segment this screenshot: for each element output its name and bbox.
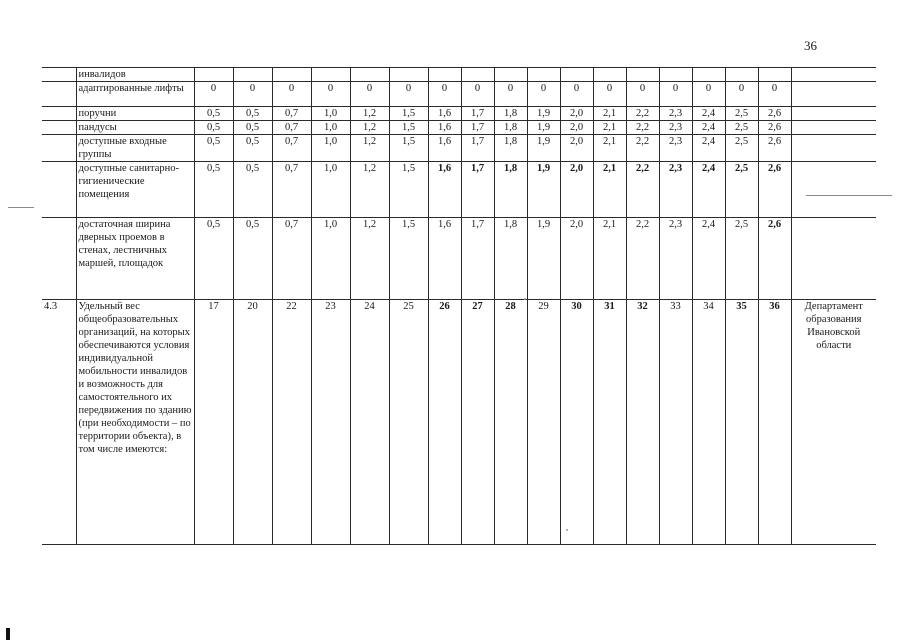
- table-row: [42, 135, 876, 162]
- value-cell: 1,6: [428, 162, 461, 218]
- row-number-cell: [42, 162, 76, 218]
- indicator-label-cell: Удельный вес общеобразовательных организаций, на которых обеспечиваются условия индивидуальной мобильности инвалидов и возможность для самостоятельного их передвижения по зданию (при необходимости – по территории объекта), в том числе имеются:: [76, 300, 194, 545]
- value-cell: 0,7: [272, 121, 311, 135]
- value-cell: 1,8: [494, 135, 527, 162]
- value-cell: 27: [461, 300, 494, 545]
- value-cell: 1,5: [389, 162, 428, 218]
- value-cell: 0,7: [272, 162, 311, 218]
- value-cell: 1,8: [494, 107, 527, 121]
- scan-speck: [524, 298, 526, 300]
- value-cell: 1,7: [461, 218, 494, 300]
- value-cell: 1,0: [311, 218, 350, 300]
- value-cell: 1,2: [350, 218, 389, 300]
- value-cell: 0: [428, 82, 461, 107]
- value-cell: 0,5: [194, 135, 233, 162]
- value-cell: 2,3: [659, 121, 692, 135]
- value-cell: 2,5: [725, 135, 758, 162]
- value-cell: 0,5: [233, 162, 272, 218]
- value-cell: [494, 68, 527, 82]
- value-cell: 0: [659, 82, 692, 107]
- value-cell: 2,6: [758, 162, 791, 218]
- value-cell: 1,7: [461, 135, 494, 162]
- value-cell: 29: [527, 300, 560, 545]
- value-cell: 2,1: [593, 121, 626, 135]
- value-cell: [461, 68, 494, 82]
- value-cell: 2,4: [692, 162, 725, 218]
- value-cell: 1,9: [527, 218, 560, 300]
- value-cell: [389, 68, 428, 82]
- value-cell: 1,8: [494, 121, 527, 135]
- value-cell: 1,7: [461, 107, 494, 121]
- value-cell: 22: [272, 300, 311, 545]
- row-number-cell: 4.3: [42, 300, 76, 545]
- value-cell: 24: [350, 300, 389, 545]
- value-cell: 0,5: [233, 107, 272, 121]
- value-cell: [725, 68, 758, 82]
- row-number-cell: [42, 68, 76, 82]
- responsible-cell: [791, 135, 876, 162]
- indicator-label-cell: инвалидов: [76, 68, 194, 82]
- row-number-cell: [42, 135, 76, 162]
- value-cell: 2,6: [758, 107, 791, 121]
- value-cell: 0,7: [272, 218, 311, 300]
- value-cell: 2,0: [560, 162, 593, 218]
- responsible-cell: Департамент образования Ивановской области: [791, 300, 876, 545]
- value-cell: 2,1: [593, 135, 626, 162]
- value-cell: 2,0: [560, 135, 593, 162]
- value-cell: 0,5: [194, 218, 233, 300]
- value-cell: [626, 68, 659, 82]
- value-cell: 20: [233, 300, 272, 545]
- indicator-table: [42, 67, 876, 545]
- scan-mark-right: [806, 195, 892, 196]
- indicator-label-cell: достаточная ширина дверных проемов в стенах, лестничных маршей, площадок: [76, 218, 194, 300]
- table-row: [42, 300, 876, 545]
- value-cell: 33: [659, 300, 692, 545]
- value-cell: 1,9: [527, 162, 560, 218]
- value-cell: 1,0: [311, 162, 350, 218]
- value-cell: 1,5: [389, 121, 428, 135]
- value-cell: 0: [725, 82, 758, 107]
- responsible-cell: [791, 218, 876, 300]
- value-cell: 0,5: [233, 121, 272, 135]
- value-cell: 2,3: [659, 218, 692, 300]
- value-cell: 0: [350, 82, 389, 107]
- value-cell: 0: [593, 82, 626, 107]
- value-cell: [194, 68, 233, 82]
- value-cell: 2,4: [692, 107, 725, 121]
- responsible-cell: [791, 107, 876, 121]
- row-number-cell: [42, 107, 76, 121]
- value-cell: [311, 68, 350, 82]
- value-cell: 28: [494, 300, 527, 545]
- responsible-cell: [791, 162, 876, 218]
- value-cell: 2,4: [692, 121, 725, 135]
- value-cell: 1,7: [461, 162, 494, 218]
- value-cell: 2,3: [659, 135, 692, 162]
- value-cell: [593, 68, 626, 82]
- value-cell: 2,5: [725, 218, 758, 300]
- value-cell: 25: [389, 300, 428, 545]
- value-cell: 2,5: [725, 107, 758, 121]
- value-cell: 2,2: [626, 162, 659, 218]
- value-cell: 0,5: [194, 107, 233, 121]
- row-number-cell: [42, 121, 76, 135]
- value-cell: [758, 68, 791, 82]
- value-cell: 17: [194, 300, 233, 545]
- value-cell: 31: [593, 300, 626, 545]
- value-cell: 0,5: [233, 135, 272, 162]
- row-number-cell: [42, 218, 76, 300]
- value-cell: 2,2: [626, 135, 659, 162]
- value-cell: 1,2: [350, 107, 389, 121]
- value-cell: 2,4: [692, 218, 725, 300]
- value-cell: 1,2: [350, 135, 389, 162]
- table-row: [42, 218, 876, 300]
- value-cell: 1,5: [389, 135, 428, 162]
- value-cell: 1,2: [350, 162, 389, 218]
- value-cell: 32: [626, 300, 659, 545]
- value-cell: 0: [389, 82, 428, 107]
- value-cell: 1,6: [428, 135, 461, 162]
- value-cell: 2,0: [560, 218, 593, 300]
- value-cell: 0: [233, 82, 272, 107]
- value-cell: 26: [428, 300, 461, 545]
- table-row: [42, 68, 876, 82]
- value-cell: 0: [758, 82, 791, 107]
- value-cell: 1,0: [311, 107, 350, 121]
- responsible-cell: [791, 68, 876, 82]
- responsible-cell: [791, 82, 876, 107]
- value-cell: 2,4: [692, 135, 725, 162]
- table-row: [42, 121, 876, 135]
- value-cell: 2,2: [626, 218, 659, 300]
- value-cell: 1,2: [350, 121, 389, 135]
- value-cell: 30: [560, 300, 593, 545]
- value-cell: 1,8: [494, 218, 527, 300]
- value-cell: [527, 68, 560, 82]
- value-cell: 0,7: [272, 107, 311, 121]
- value-cell: 2,1: [593, 107, 626, 121]
- value-cell: [560, 68, 593, 82]
- value-cell: 2,0: [560, 107, 593, 121]
- value-cell: [659, 68, 692, 82]
- value-cell: 2,6: [758, 121, 791, 135]
- value-cell: 0,7: [272, 135, 311, 162]
- value-cell: 0,5: [194, 121, 233, 135]
- row-number-cell: [42, 82, 76, 107]
- value-cell: 34: [692, 300, 725, 545]
- value-cell: 0: [527, 82, 560, 107]
- value-cell: [350, 68, 389, 82]
- value-cell: 1,7: [461, 121, 494, 135]
- value-cell: 1,5: [389, 107, 428, 121]
- value-cell: 1,9: [527, 121, 560, 135]
- table-row: [42, 162, 876, 218]
- indicator-label-cell: пандусы: [76, 121, 194, 135]
- indicator-label-cell: адаптированные лифты: [76, 82, 194, 107]
- value-cell: [272, 68, 311, 82]
- scan-mark-left: [8, 207, 34, 208]
- value-cell: 1,6: [428, 121, 461, 135]
- scan-speck: [566, 529, 568, 531]
- value-cell: 2,1: [593, 162, 626, 218]
- value-cell: 2,6: [758, 218, 791, 300]
- value-cell: 2,5: [725, 121, 758, 135]
- value-cell: 35: [725, 300, 758, 545]
- value-cell: [428, 68, 461, 82]
- table-body: [42, 68, 876, 545]
- value-cell: 0: [560, 82, 593, 107]
- value-cell: 0: [494, 82, 527, 107]
- value-cell: 1,6: [428, 218, 461, 300]
- value-cell: 0: [194, 82, 233, 107]
- value-cell: 2,5: [725, 162, 758, 218]
- value-cell: 2,2: [626, 121, 659, 135]
- indicator-label-cell: поручни: [76, 107, 194, 121]
- table-row: [42, 82, 876, 107]
- value-cell: 2,0: [560, 121, 593, 135]
- value-cell: 0: [461, 82, 494, 107]
- page-number: 36: [804, 38, 817, 53]
- value-cell: 1,0: [311, 121, 350, 135]
- value-cell: 1,5: [389, 218, 428, 300]
- value-cell: 2,3: [659, 107, 692, 121]
- value-cell: [692, 68, 725, 82]
- value-cell: 0: [626, 82, 659, 107]
- table-row: [42, 107, 876, 121]
- value-cell: 2,1: [593, 218, 626, 300]
- responsible-cell: [791, 121, 876, 135]
- value-cell: 36: [758, 300, 791, 545]
- value-cell: 2,2: [626, 107, 659, 121]
- value-cell: 1,9: [527, 135, 560, 162]
- value-cell: 2,6: [758, 135, 791, 162]
- indicator-label-cell: доступные входные группы: [76, 135, 194, 162]
- value-cell: 1,8: [494, 162, 527, 218]
- value-cell: 1,6: [428, 107, 461, 121]
- value-cell: [233, 68, 272, 82]
- value-cell: 0: [272, 82, 311, 107]
- value-cell: 1,0: [311, 135, 350, 162]
- scan-corner-mark: [6, 628, 10, 640]
- value-cell: 0,5: [233, 218, 272, 300]
- value-cell: 0: [311, 82, 350, 107]
- value-cell: 0: [692, 82, 725, 107]
- value-cell: 1,9: [527, 107, 560, 121]
- value-cell: 0,5: [194, 162, 233, 218]
- value-cell: 2,3: [659, 162, 692, 218]
- value-cell: 23: [311, 300, 350, 545]
- indicator-label-cell: доступные санитарно-гигиенические помещения: [76, 162, 194, 218]
